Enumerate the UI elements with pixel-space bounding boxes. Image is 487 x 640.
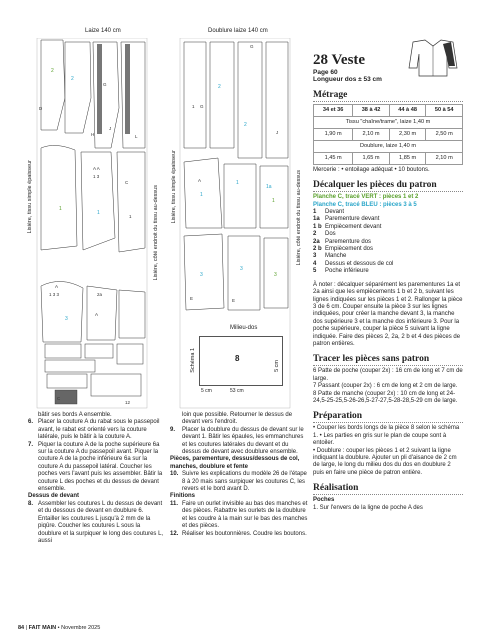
svg-text:A: A [95, 312, 99, 317]
interfaced-strip [125, 44, 130, 134]
step-heading: Dessus de devant [28, 493, 80, 500]
svg-text:1: 1 [129, 214, 132, 219]
list-item: 5 Poche inférieure [313, 268, 369, 275]
list-item: • Doublure : couper les pièces 1 et 2 suivant la ligne indiquant la doublure. Ajouter un pli d'aisance de 2 cm de large, le long du milieu dos du dos en doublure 2 puis en faire une pièce de patron entière. [313, 447, 457, 476]
piece-shape [41, 145, 77, 250]
dim-5-right: 5 cm [274, 360, 280, 372]
piece-shape [184, 158, 222, 228]
interfaced-strip [97, 44, 102, 134]
step-heading: Finitions [170, 493, 195, 500]
table-cell: 2,50 m [426, 128, 463, 140]
left-layout-width-label: Laize 140 cm [85, 28, 121, 34]
list-item: 1 Devant [313, 209, 345, 216]
decalquer-title: Décalquer les pièces du patron [313, 180, 463, 192]
issue-date: Novembre 2025 [61, 625, 101, 631]
piece-shape [224, 164, 256, 228]
footer: 84 | FAIT MAIN • Novembre 2025 [18, 625, 101, 631]
step: 10. Suivre les explications du modèle 26 de l'étape 8 à 20 mais sans surpiquer les coutures C, les revers et le bord avant D. [170, 471, 307, 493]
svg-text:1: 1 [200, 192, 203, 198]
svg-text:J: J [276, 130, 279, 135]
piece-shape [41, 281, 83, 342]
table-row-label: Tissu "chaîne/trame", laize 1,40 m [314, 116, 463, 128]
svg-text:3: 3 [65, 316, 68, 322]
svg-text:G: G [200, 104, 204, 109]
svg-text:2: 2 [71, 76, 74, 82]
table-row-label: Doublure, laize 1,40 m [314, 140, 463, 152]
svg-text:1: 1 [272, 198, 275, 204]
metrage-table [313, 104, 463, 165]
vest-illustration [403, 38, 463, 78]
svg-text:2: 2 [218, 84, 221, 90]
svg-text:H: H [91, 132, 95, 137]
page-number: 84 [18, 625, 25, 631]
vest-title: 28 Veste [313, 52, 366, 68]
right-layout-width-label: Doublure laize 140 cm [208, 28, 268, 34]
planche-green: Planche C, tracé VERT : pièces 1 et 2 [313, 194, 419, 201]
list-item: 4 Dessus et dessous de col [313, 260, 394, 267]
table-cell: 2,30 m [389, 128, 426, 140]
note: À noter : décalquer séparément les parementures 1a et 2a ainsi que les empiècements 1 b et 2 b, suivant les lignes indiquées sur les pièces 1 et 2. Rallonger la pièce 3 de 6 cm. Couper ensuite la pièce 3 sur les lignes indiquées, pour créer la manche devant 3, la manche dos supérieure 3 et la manche dos inférieure 3. Pour la poche supérieure, couper la pièce 5 suivant la ligne indiquée. Faire des pièces 2, 2a, 2 b et 4 des pièces de patron entières. [313, 281, 463, 347]
right-selvage-label: Lisière, tissu simple épaisseur [171, 150, 177, 224]
step: 9. Placer la doublure du dessus de devant sur le devant 1. Bâtir les épaules, les emmanchures et les coutures latérales du devant et du dessus de devant avec doublure ensemble. [170, 426, 304, 456]
table-cell: 2,10 m [426, 152, 463, 164]
table-header: 38 à 42 [353, 104, 390, 116]
svg-text:1: 1 [236, 180, 239, 186]
svg-text:12: 12 [125, 400, 131, 405]
step: 11. Faire un ourlet invisible au bas des manches et des pièces. Rabattre les ourlets de la doublure et les coudre à la main sur le bas des manches et des pièces. [170, 500, 308, 530]
vest-length: Longueur dos ± 53 cm [313, 76, 382, 84]
svg-text:3: 3 [200, 272, 203, 278]
svg-text:1 3: 1 3 [93, 174, 100, 179]
right-fold-label: Lisière, côté endroit du tissu au-dessus [296, 170, 302, 266]
dim-5-left: 5 cm [201, 388, 212, 394]
schema-box [199, 336, 283, 386]
svg-text:2: 2 [51, 68, 54, 74]
poches-step: 1. Sur l'envers de la ligne de poche A des [313, 504, 423, 511]
table-header: 34 et 36 [314, 104, 353, 116]
svg-text:A: A [198, 178, 202, 183]
poches-title: Poches [313, 497, 335, 504]
metrage-title: Métrage [313, 90, 463, 102]
left-selvage-label: Lisière, tissu simple épaisseur [27, 160, 33, 234]
piece-shape [119, 290, 145, 338]
piece-shape [93, 42, 119, 148]
svg-text:G: G [250, 44, 254, 49]
mercerie: Mercerie : • entoilage adéquat • 10 boutons. [313, 166, 430, 173]
milieu-dos-label: Milieu-dos [230, 325, 258, 331]
instructions-col-1 [28, 412, 164, 545]
table-cell: 1,85 m [389, 152, 426, 164]
list-item: 6 Patte de poche (couper 2x) : 16 cm de long et 7 cm de large. [313, 368, 463, 382]
middle-fold-label: Lisière, côté endroit du tissu au-dessus [153, 185, 159, 281]
list-item: 1a Parementure devant [313, 216, 380, 223]
table-cell: 1,90 m [314, 128, 353, 140]
list-item: 2 b Empiècement dos [313, 246, 374, 253]
list-item: 3 Manche [313, 253, 347, 260]
svg-text:C: C [125, 180, 129, 185]
svg-text:1: 1 [192, 104, 195, 109]
piece-shape [266, 42, 288, 158]
svg-text:1: 1 [59, 206, 62, 212]
piece-shape [41, 40, 65, 130]
svg-text:1 3 3: 1 3 3 [49, 292, 60, 297]
tracer-title: Tracer les pièces sans patron [313, 354, 463, 366]
step-heading: Pièces, parementure, dessus/dessous de col, manches, doublure et fente [170, 456, 300, 470]
vest-column [313, 52, 463, 512]
step: 7. Piquer la couture A de la poche supérieure 6a sur la couture A du passepoil avant. Piquer la couture A de la poche inférieure 6a sur la couture A du passepoil latéral. Coucher les poches vers l'avant puis les assembler. Bâtir la couture L des poches et du dessus de devant ensemble. [28, 441, 163, 493]
svg-text:E: E [190, 296, 194, 301]
table-cell: 1,65 m [353, 152, 390, 164]
svg-text:2a: 2a [97, 292, 103, 297]
svg-text:A: A [55, 284, 59, 289]
svg-text:D: D [39, 106, 43, 111]
svg-text:J: J [109, 126, 112, 131]
list-item: 8 Patte de manche (couper 2x) : 10 cm de long et 24-24,5-25-25,5-26-26,5-27-27,5-28-28,5-29 cm de large. [313, 390, 458, 404]
step: loin que possible. Retourner le dessus de devant vers l'endroit. [182, 412, 293, 426]
table-cell: 2,10 m [353, 128, 390, 140]
step: 6. Placer la couture A du rabat sous le passepoil avant, le rabat est orienté vers la couture latérale, puis le bâtir à la couture A. [28, 419, 160, 441]
table-header: 50 à 54 [426, 104, 463, 116]
svg-text:3: 3 [240, 266, 243, 272]
step: 12. Réaliser les boutonnières. Coudre les boutons. [170, 530, 307, 537]
svg-text:A A: A A [93, 166, 100, 171]
table-cell: 1,45 m [314, 152, 353, 164]
list-item: 2a Parementure dos [313, 238, 372, 245]
list-item: 7 Passant (couper 2x) : 6 cm de long et 2 cm de large. [313, 383, 458, 390]
schema-label: Schéma 1 [190, 348, 196, 373]
left-cutting-layout [35, 38, 150, 410]
svg-text:G: G [103, 82, 107, 87]
vest-page: Page 60 [313, 69, 338, 76]
pieces-list [313, 209, 463, 276]
table-header: 44 à 48 [389, 104, 426, 116]
magazine-name: FAIT MAIN [28, 625, 57, 631]
schema-number: 8 [235, 354, 240, 363]
piece-shape [210, 42, 234, 148]
step: 8. Assembler les coutures L du dessus de devant et du dessous de devant en doublure 6. Entailler les coutures L jusqu'à 2 mm de la piqûre. Coucher les coutures L sous la doublure et la surpiquer le long des coutures L, aussi [28, 500, 164, 544]
dim-53: 53 cm [230, 388, 244, 394]
planche-blue: Planche C, tracé BLEU : pièces 3 à 5 [313, 201, 417, 208]
piece-shape [260, 166, 288, 228]
piece-shape [117, 152, 145, 252]
step: bâtir ses bords A ensemble. [38, 412, 112, 418]
svg-text:C: C [57, 396, 61, 401]
instructions-col-2 [170, 412, 308, 538]
list-item: 1 b Empiècement devant [313, 223, 382, 230]
piece-shape [65, 42, 91, 133]
svg-text:1: 1 [97, 210, 100, 216]
schema-1 [190, 325, 285, 396]
svg-text:E: E [232, 298, 236, 303]
preparation-title: Préparation [313, 411, 463, 423]
svg-text:3: 3 [274, 272, 277, 278]
realisation-title: Réalisation [313, 483, 463, 495]
piece-shape [238, 42, 262, 158]
list-item: • Couper les bords longs de la pièce 8 selon le schéma 1. • Les parties en gris sur le plan de coupe sont à entoiler. [313, 425, 460, 447]
svg-text:L: L [135, 134, 138, 139]
piece-shape [121, 42, 145, 148]
piece-shape [184, 42, 206, 148]
svg-text:2: 2 [244, 122, 247, 128]
list-item: 2 Dos [313, 231, 336, 238]
svg-text:1a: 1a [266, 184, 272, 190]
